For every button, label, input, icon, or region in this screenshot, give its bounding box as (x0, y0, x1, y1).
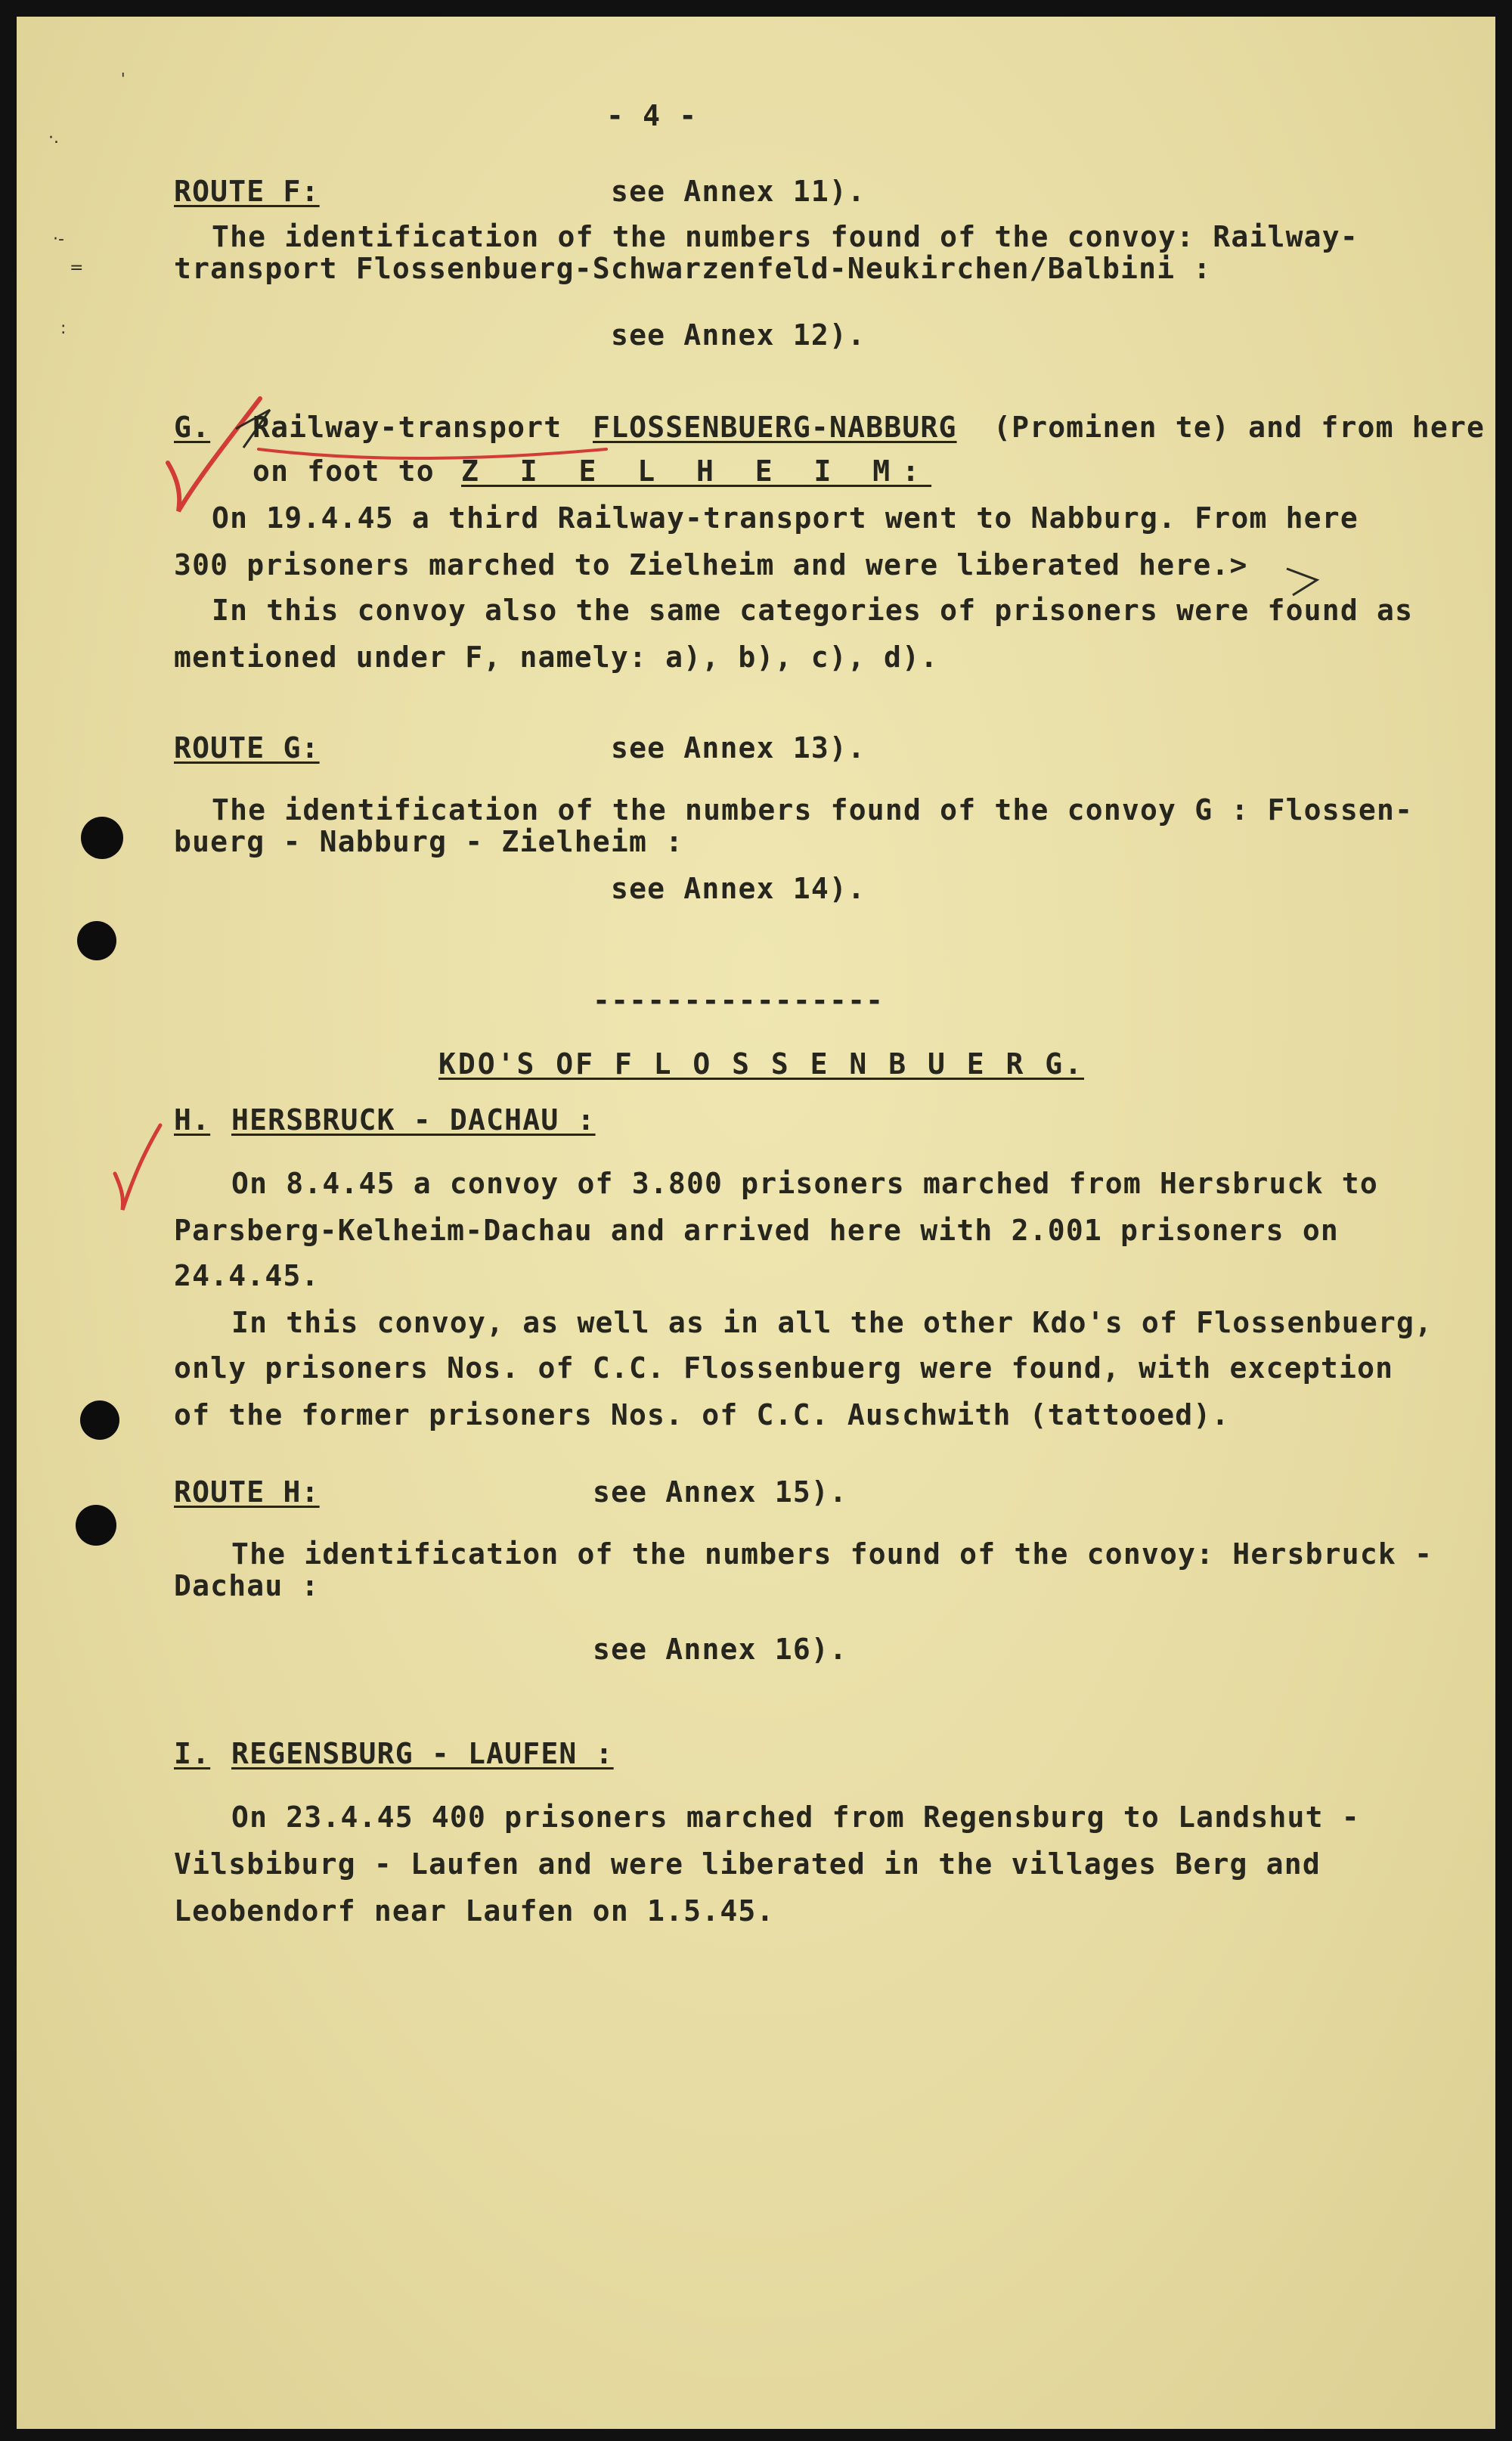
route-f-identification-line1: The identification of the numbers found of the convoy: Railway- (212, 220, 1359, 253)
route-g-heading: ROUTE G: (174, 731, 320, 765)
section-i-para1-line2: Vilsbiburg - Laufen and were liberated in the villages Berg and (174, 1847, 1321, 1881)
margin-speck: ' (121, 70, 125, 88)
section-h-para1-line3: 24.4.45. (174, 1259, 320, 1292)
margin-speck: = (70, 259, 84, 278)
section-g-title-line2-place: Z I E L H E I M: (461, 454, 932, 488)
route-h-annex-ref: see Annex 15). (593, 1475, 848, 1509)
section-i-label: I. (174, 1737, 211, 1770)
pencil-arrow-tail (1287, 569, 1317, 595)
page-number: - 4 - (606, 99, 698, 132)
margin-speck: ·. (48, 129, 59, 147)
section-g-para1-line1: On 19.4.45 a third Railway-transport went to Nabburg. From here (212, 501, 1359, 535)
section-h-para1-line1: On 8.4.45 a convoy of 3.800 prisoners marched from Hersbruck to (231, 1167, 1378, 1200)
route-g-identification-line2: buerg - Nabburg - Zielheim : (174, 825, 684, 858)
section-i-title: REGENSBURG - LAUFEN : (231, 1737, 614, 1770)
kdo-heading: KDO'S OF F L O S S E N B U E R G. (438, 1047, 1084, 1081)
typed-page (17, 17, 1495, 2429)
section-h-para2-line3: of the former prisoners Nos. of C.C. Auschwith (tattooed). (174, 1398, 1230, 1431)
margin-speck: ·- (53, 230, 64, 249)
section-h-para2-line2: only prisoners Nos. of C.C. Flossenbuerg were found, with exception (174, 1351, 1394, 1385)
binder-hole-3 (80, 1400, 119, 1440)
section-i-para1-line3: Leobendorf near Laufen on 1.5.45. (174, 1894, 775, 1928)
route-f-identification-line2: transport Flossenbuerg-Schwarzenfeld-Neukirchen/Balbini : (174, 252, 1212, 285)
route-g-identification-line1: The identification of the numbers found of the convoy G : Flossen- (212, 793, 1414, 827)
route-g-annex-ref2: see Annex 14). (611, 872, 866, 905)
section-g-para2-line2: mentioned under F, namely: a), b), c), d). (174, 640, 939, 674)
section-g-title-underlined: FLOSSENBUERG-NABBURG (593, 411, 957, 444)
margin-speck: : (60, 319, 67, 338)
section-i-para1-line1: On 23.4.45 400 prisoners marched from Regensburg to Landshut - (231, 1801, 1360, 1834)
section-g-para1-line2: 300 prisoners marched to Zielheim and were liberated here.> (174, 548, 1248, 582)
route-f-annex-ref2: see Annex 12). (611, 318, 866, 352)
section-g-label: G. (174, 411, 211, 444)
route-h-annex-ref2: see Annex 16). (593, 1633, 848, 1666)
section-h-para1-line2: Parsberg-Kelheim-Dachau and arrived here with 2.001 prisoners on (174, 1214, 1339, 1247)
route-h-heading: ROUTE H: (174, 1475, 320, 1509)
binder-hole-2 (77, 921, 116, 960)
route-g-annex-ref: see Annex 13). (611, 731, 866, 765)
binder-hole-4 (76, 1505, 116, 1546)
route-h-identification-line1: The identification of the numbers found of the convoy: Hersbruck - (231, 1537, 1433, 1571)
section-g-para2-line1: In this convoy also the same categories of prisoners were found as (212, 594, 1414, 627)
red-checkmark-h (115, 1125, 160, 1210)
section-h-label: H. (174, 1103, 211, 1137)
section-g-title-line2-prefix: on foot to (253, 454, 435, 488)
binder-hole-1 (81, 817, 123, 859)
section-g-title-part2: (Prominen te) and from here (993, 411, 1486, 444)
section-h-title: HERSBRUCK - DACHAU : (231, 1103, 596, 1137)
section-h-para2-line1: In this convoy, as well as in all the other Kdo's of Flossenbuerg, (231, 1306, 1433, 1339)
section-g-title-part1: Railway-transport (253, 411, 562, 444)
route-h-identification-line2: Dachau : (174, 1569, 320, 1602)
separator-line: ---------------- (593, 984, 885, 1017)
route-f-annex-ref: see Annex 11). (611, 175, 866, 208)
route-f-heading: ROUTE F: (174, 175, 320, 208)
